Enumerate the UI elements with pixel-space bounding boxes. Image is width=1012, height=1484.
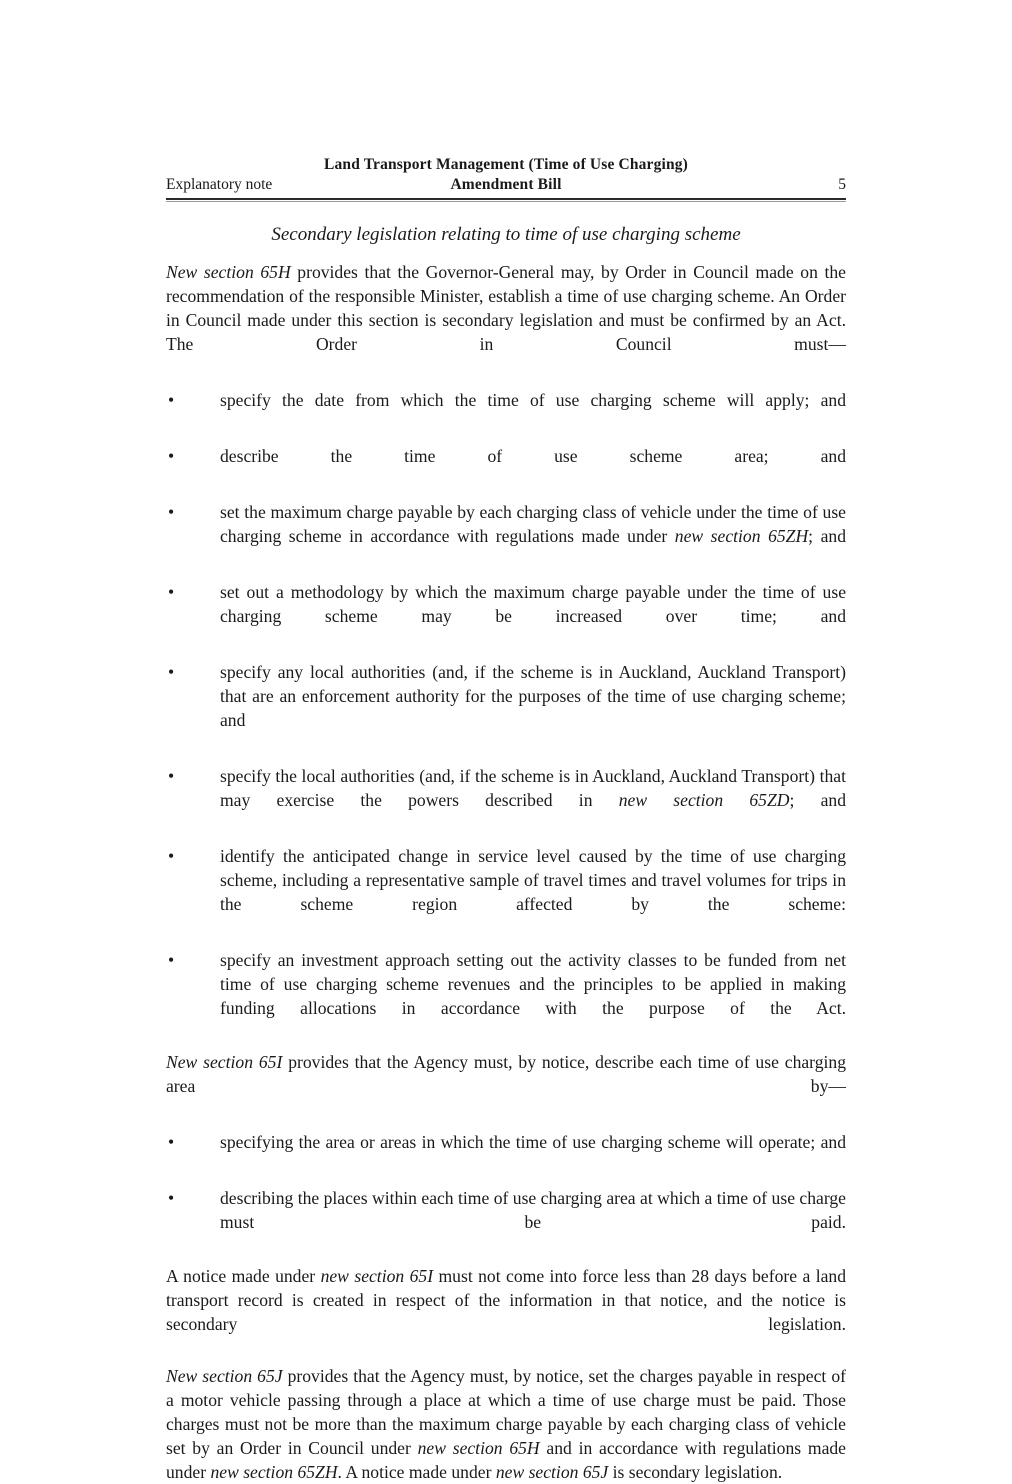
text-run: describing the places within each time of use charging area at which a time of use charge must be paid. — [220, 1188, 846, 1232]
bullet-list-item — [166, 500, 846, 572]
paragraph-65h-text: provides that the Governor-General may, by Order in Council made on the recommendation of the responsible Minister, establish a time of use charging scheme. An Order in Council made under this section is secondary legislation and must be confirmed by an Act. The Order in Council must— — [166, 262, 846, 354]
bullet-list-item — [166, 764, 846, 836]
bullet-list-item — [166, 444, 846, 492]
bullet-list-item — [166, 388, 846, 436]
bullet-list-item — [166, 580, 846, 652]
bullet-icon: • — [168, 846, 175, 866]
bullet-list-item — [166, 948, 846, 1044]
text-run: identify the anticipated change in service level caused by the time of use charging scheme, including a representative sample of travel times and travel volumes for trips in the scheme region affected by the scheme: — [220, 846, 846, 914]
bullet-list-65i — [166, 1130, 846, 1258]
ref-new-section-65i: New section 65I — [166, 1052, 283, 1072]
text-run: specify the date from which the time of use charging scheme will apply; and — [220, 390, 846, 410]
bullet-item-text — [220, 1130, 846, 1178]
text-run: specify any local authorities (and, if the scheme is in Auckland, Auckland Transport) that are an enforcement authority for the purposes of the time of use charging scheme; and — [220, 662, 846, 730]
italic-run: new section 65J — [495, 1462, 609, 1482]
bullet-list-item — [166, 844, 846, 940]
text-run: ; and — [789, 790, 846, 810]
header-rule-thick — [166, 198, 846, 200]
bullet-item-text — [220, 444, 846, 492]
document-body — [166, 222, 846, 1484]
bullet-icon: • — [168, 662, 175, 682]
paragraph-65j — [166, 1364, 846, 1484]
bullet-list-item — [166, 660, 846, 756]
bullet-item-text — [220, 844, 846, 940]
ref-new-section-65h: New section 65H — [166, 262, 291, 282]
bullet-item-text — [220, 500, 846, 572]
text-run: is secondary legislation. — [608, 1462, 783, 1482]
running-header — [166, 155, 846, 201]
italic-run: new section 65ZD — [618, 790, 790, 810]
bullet-icon: • — [168, 1188, 175, 1208]
text-run: specify the local authorities (and, if the scheme is in Auckland, Auckland Transport) that may exercise the powers described in — [220, 766, 846, 810]
paragraph-notice-force — [166, 1264, 846, 1360]
text-run: specify an investment approach setting out the activity classes to be funded from net time of use charging scheme revenues and the principles to be applied in making funding allocations in accordance with the purpose of the Act. — [220, 950, 846, 1018]
bullet-icon: • — [168, 446, 175, 466]
bullet-list-65h — [166, 388, 846, 1044]
bullet-item-text — [220, 764, 846, 836]
italic-run: new section 65ZH — [210, 1462, 338, 1482]
bullet-item-text — [220, 388, 846, 436]
bullet-icon: • — [168, 390, 175, 410]
paragraph-65i — [166, 1050, 846, 1122]
page-number: 5 — [838, 176, 846, 193]
text-run: provides that the Agency must, by notice, set the charges payable in respect of a motor vehicle passing through a place at which a time of use charge must be paid. Those charges must not be more than the maximum charge payable by each charging class of vehicle set by an Order in Council under — [166, 1366, 846, 1458]
text-run: set out a methodology by which the maximum charge payable under the time of use charging scheme may be increased over time; and — [220, 582, 846, 626]
italic-run: new section 65H — [417, 1438, 540, 1458]
bullet-icon: • — [168, 582, 175, 602]
text-run: and in accordance with regulations made under — [166, 1438, 846, 1482]
text-run: A notice made under — [166, 1266, 321, 1286]
header-title-line-1: Land Transport Management (Time of Use Charging) — [324, 156, 688, 173]
italic-run: new section 65I — [320, 1266, 434, 1286]
section-heading: Secondary legislation relating to time of use charging scheme — [271, 224, 741, 245]
text-run: must not come into force less than 28 days before a land transport record is created in respect of the information in that notice, and the notice is secondary legislation. — [166, 1266, 846, 1334]
header-left-label: Explanatory note — [166, 176, 273, 193]
bullet-item-text — [220, 1186, 846, 1258]
bullet-item-text — [220, 660, 846, 756]
text-run: ; and — [808, 526, 846, 546]
bullet-icon: • — [168, 502, 175, 522]
italic-run: New section 65J — [166, 1366, 283, 1386]
text-run: . A notice made under — [337, 1462, 496, 1482]
bullet-list-item — [166, 1186, 846, 1258]
text-run: describe the time of use scheme area; and — [220, 446, 846, 466]
paragraph-65h — [166, 260, 846, 380]
text-run: set the maximum charge payable by each charging class of vehicle under the time of use charging scheme in accordance with regulations made under — [220, 502, 846, 546]
bullet-icon: • — [168, 950, 175, 970]
italic-run: new section 65ZH — [674, 526, 809, 546]
bullet-item-text — [220, 948, 846, 1044]
header-title-line-2: Amendment Bill — [450, 176, 562, 193]
header-rule-thin — [166, 201, 846, 202]
bullet-icon: • — [168, 766, 175, 786]
bullet-item-text — [220, 580, 846, 652]
text-run: specifying the area or areas in which the time of use charging scheme will operate; and — [220, 1132, 846, 1152]
bullet-list-item — [166, 1130, 846, 1178]
bullet-icon: • — [168, 1132, 175, 1152]
paragraph-65i-text: provides that the Agency must, by notice, describe each time of use charging area by— — [166, 1052, 846, 1096]
